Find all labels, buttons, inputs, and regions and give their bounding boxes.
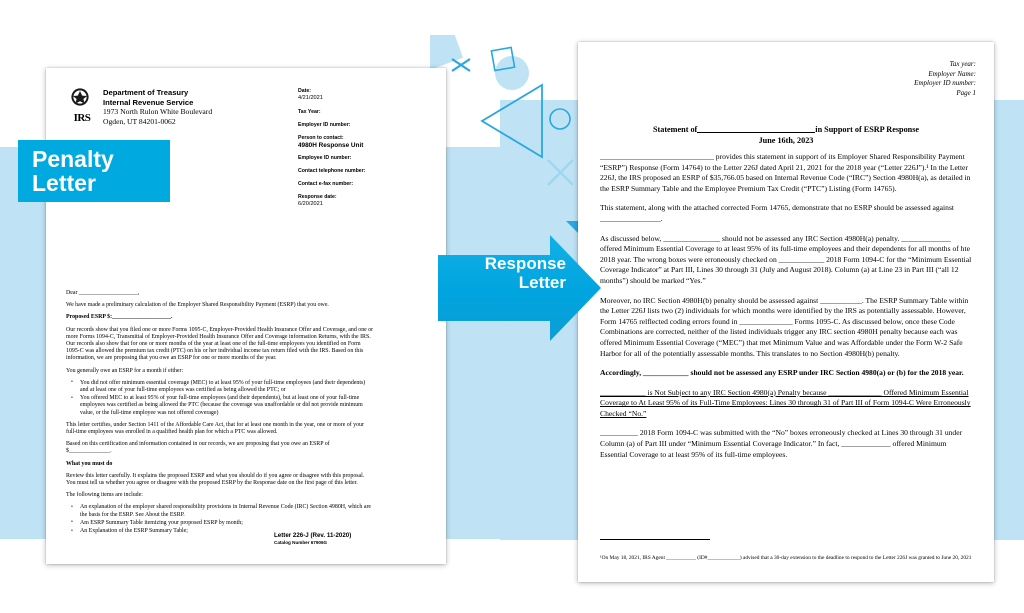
meta-field: [298, 181, 428, 188]
meta-field: [298, 88, 428, 103]
title-line-2: June 16th, 2023: [758, 136, 814, 145]
meta-label: Date:: [298, 88, 311, 94]
closing-paragraph: __________ 2018 Form 1094-C was submitted with the “No” boxes erroneously checked at Lines 30 through 31 under Column (a) of Part III under “Minimum Essential Coverage Indicator.” In fact, _____________ offered Minimum Essential Coverage to at least 95% of its full-time employees.: [600, 428, 963, 459]
meta-value: 6/20/2021: [298, 201, 323, 207]
proposed-esrp-label: Proposed ESRP $:____________________.: [66, 314, 173, 321]
meta-label: Response date:: [298, 194, 337, 200]
list-item: • Am ESRP Summary Table itemizing your proposed ESRP by month;: [80, 520, 374, 527]
penalty-letter-body: [66, 228, 374, 540]
meta-label: Person to contact:: [298, 134, 344, 141]
arrow-line-1: Response: [484, 254, 566, 273]
underlined-section-heading: ____________ is Not Subject to any IRC Section 4980(a) Penalty because ______________ Offered Minimum Essential Coverage to At Least 95% of its Full-Time Employees: Lines 30 through 31 of Part III of Form 1094-C Were Erroneously Checked “No.”: [600, 387, 971, 418]
records-paragraph: Our records show that you filed one or more Forms 1095-C, Employer-Provided Health Insurance Offer and Coverage, and one or more Forms 1094-C, Transmittal of Employer-Provided Health Insurance Offer and Coverage information Returns, with the IRS. Our records also show that for one or more months of the year at least one of the full-time employees you identified on Form 1095-C was allowed the premium tax credit (PTC) on his or her individual income tax return filed with the IRS. Based on this information, we are proposing that you owe an ESRP for one or more months of the year.: [66, 326, 374, 362]
footnote-text: ¹On May 18, 2021, IRS Agent ___________ (ID#____________) advised that a 30-day extension to the deadline to respond to the Letter 226J was granted to June 20, 2021: [600, 554, 972, 561]
title-statement-of: Statement of: [652, 125, 698, 134]
response-letter-title: [578, 124, 994, 146]
certifies-paragraph: This letter certifies, under Section 1411 of the Affordable Care Act, that for at least one month in the year, one or more of your full-time employees was enrolled in a qualified health plan for which a PTC was allowed.: [66, 421, 364, 436]
meta-field: [298, 168, 428, 175]
address-line-1: 1973 North Rulon White Boulevard: [103, 107, 213, 116]
address-line-2: Ogden, UT 84201-0062: [103, 116, 176, 126]
deco-square-outline: [491, 47, 514, 70]
paragraph-2: This statement, along with the attached corrected Form 14765, demonstrate that no ESRP should be assessed against ________________.: [600, 203, 955, 223]
response-letter-body: [600, 152, 974, 469]
agency-line-1: Department of Treasury: [103, 88, 189, 97]
penalty-letter-meta-column: [298, 88, 428, 215]
body-top-spacer: [66, 228, 374, 290]
irs-seal-wrap: [67, 88, 97, 126]
list-item: • You offered MEC to at least 95% of your full-time employees (and their dependents), but at least one of your full-time employees was certified as being allowed the PTC (because the coverage was unaffordable or did not provide minimum value, or the full-time employee was not offered coverage): [80, 395, 374, 417]
header-employer-id: Employer ID number:: [914, 79, 976, 88]
list-item: • An Explanation of the ESRP Summary Table;: [80, 528, 374, 535]
irs-seal-icon: [67, 88, 93, 108]
meta-label: Tax Year:: [298, 108, 321, 115]
form-identifier: Letter 226-J (Rev. 11-2020): [274, 531, 352, 539]
intro-paragraph: We have made a preliminary calculation of the Employer Shared Responsibility Payment (ESRP) that you owe.: [66, 302, 329, 309]
header-page-number: Page 1: [956, 88, 976, 97]
following-items-paragraph: The following items are include:: [66, 492, 143, 499]
what-you-must-do-heading: What you must do: [66, 460, 113, 467]
irs-wordmark: IRS: [73, 112, 91, 124]
catalog-number: Catalog Number 67906G: [274, 539, 328, 545]
meta-field: [298, 135, 428, 150]
list-item: • You did not offer minimum essential coverage (MEC) to at least 95% of your full-time employees (and their dependents) and at least one of your full-time employees was certified as being allowed the PTC; or: [80, 380, 374, 394]
based-on-paragraph: Based on this certification and information contained in our records, we are proposing that you owe an ESRP of $______________.: [66, 441, 330, 455]
response-letter-header: [914, 60, 976, 98]
meta-value: 4/21/2021: [298, 95, 323, 101]
review-paragraph: Review this letter carefully. It explains the proposed ESRP and what you should do if you agree or disagree with this proposal. You must tell us whether you agree or disagree with the proposed ESRP by the Response date on the first page of this letter.: [66, 472, 365, 487]
meta-field: [298, 109, 428, 116]
meta-label: Contact telephone number:: [298, 168, 366, 174]
generally-owe-paragraph: You generally owe an ESRP for a month if either:: [66, 367, 184, 374]
deco-circle-filled: [495, 56, 529, 90]
meta-field: [298, 122, 428, 129]
meta-field: [298, 194, 428, 209]
meta-value: 4980H Response Unit: [298, 141, 364, 149]
penalty-letter-tag-label: [32, 147, 114, 195]
penalty-tag-line-1: Penalty: [32, 146, 114, 172]
irs-letterhead: [67, 88, 287, 126]
list-item: • An explanation of the employer shared responsibility provisions in Internal Revenue Code (IRC) Section 4980H, which are the basis for the ESRP. See About the ESRP.: [80, 504, 374, 518]
header-employer-name: Employer Name:: [928, 69, 976, 78]
penalty-letter-footer: [274, 532, 351, 547]
generally-owe-list: [66, 380, 374, 417]
arrow-line-2: Letter: [518, 273, 566, 292]
title-in-support: in Support of ESRP Response: [815, 125, 920, 134]
meta-field: [298, 155, 428, 162]
paragraph-3: As discussed below, _______________ should not be assessed any IRC Section 4980H(a) penalty. _____________ offered Minimum Essential Coverage to at least 95% of its full-time employees and their dependents for all months of hte 2018 year. The wrong boxes were erroneously checked on ____________ 2018 Form 1094-C for the “Minimum Essential Coverage Indicator” at Part III, Lines 30 through 31 (July and August 2018). Column (a) at Line 23 in Part III (“all 12 months”) should be marked “Yes.”: [600, 233, 972, 285]
response-arrow-label: [448, 254, 566, 292]
title-line-1: [578, 124, 994, 135]
penalty-letter-tag: [18, 140, 170, 202]
meta-label: Contact e-fax number:: [298, 181, 354, 187]
meta-label: Employee ID number:: [298, 155, 352, 161]
paragraph-1: ______________________________ provides this statement in support of its Employer Shared Responsibility Payment “ESRP”) Response (Form 14764) to the Letter 226J dated April 21, 2021 for the 2018 year (“Letter 226J”).¹ In the Letter 226J, the IRS proposed an ESRP of $35,766.05 based on Internal Revenue Code (“IRC”) Section 4980H(a), as detailed in the ESRP Summary Table and the Employee Premium Tax Credit (“PTC”) Listing (Form 14765).: [600, 152, 971, 193]
paragraph-4: Moreover, no IRC Section 4980H(b) penalty should be assessed against ___________. The ESRP Summary Table within the Letter 226J lists two (2) individuals for which months were identified by the IRS as potentially assessable. However, Form 14765 relflected coding errors found in ______________ Forms 1095-C. As discussed below, once these Code Combinations are corrected, neither of the listed individuals trigger any IRC section 4980H penalty because each was offered Minimum Essential Coverage (“MEC”) that met Minimum Value and was Affordable under the Form W-2 Safe Harbor for all of the potentially assessable months. This translates to no Section 4980H(b) penalty.: [600, 295, 969, 358]
footnote-divider: [600, 539, 710, 540]
title-blank-line: [697, 124, 815, 133]
header-tax-year: Tax year:: [949, 60, 976, 68]
response-letter-document[interactable]: [578, 42, 994, 582]
deco-cross-top: [452, 59, 470, 71]
penalty-tag-line-2: Letter: [32, 170, 96, 196]
salutation: Dear ____________________,: [66, 290, 140, 296]
agency-line-2: Internal Revenue Service: [103, 97, 194, 107]
deco-tilted-square-filled: [430, 35, 463, 70]
meta-label: Employer ID number:: [298, 121, 351, 128]
irs-address-block: [103, 88, 212, 126]
accordingly-paragraph: Accordingly, ____________ should not be assessed any ESRP under IRC Section 4980(a) or (b) for the 2018 year.: [600, 368, 964, 378]
